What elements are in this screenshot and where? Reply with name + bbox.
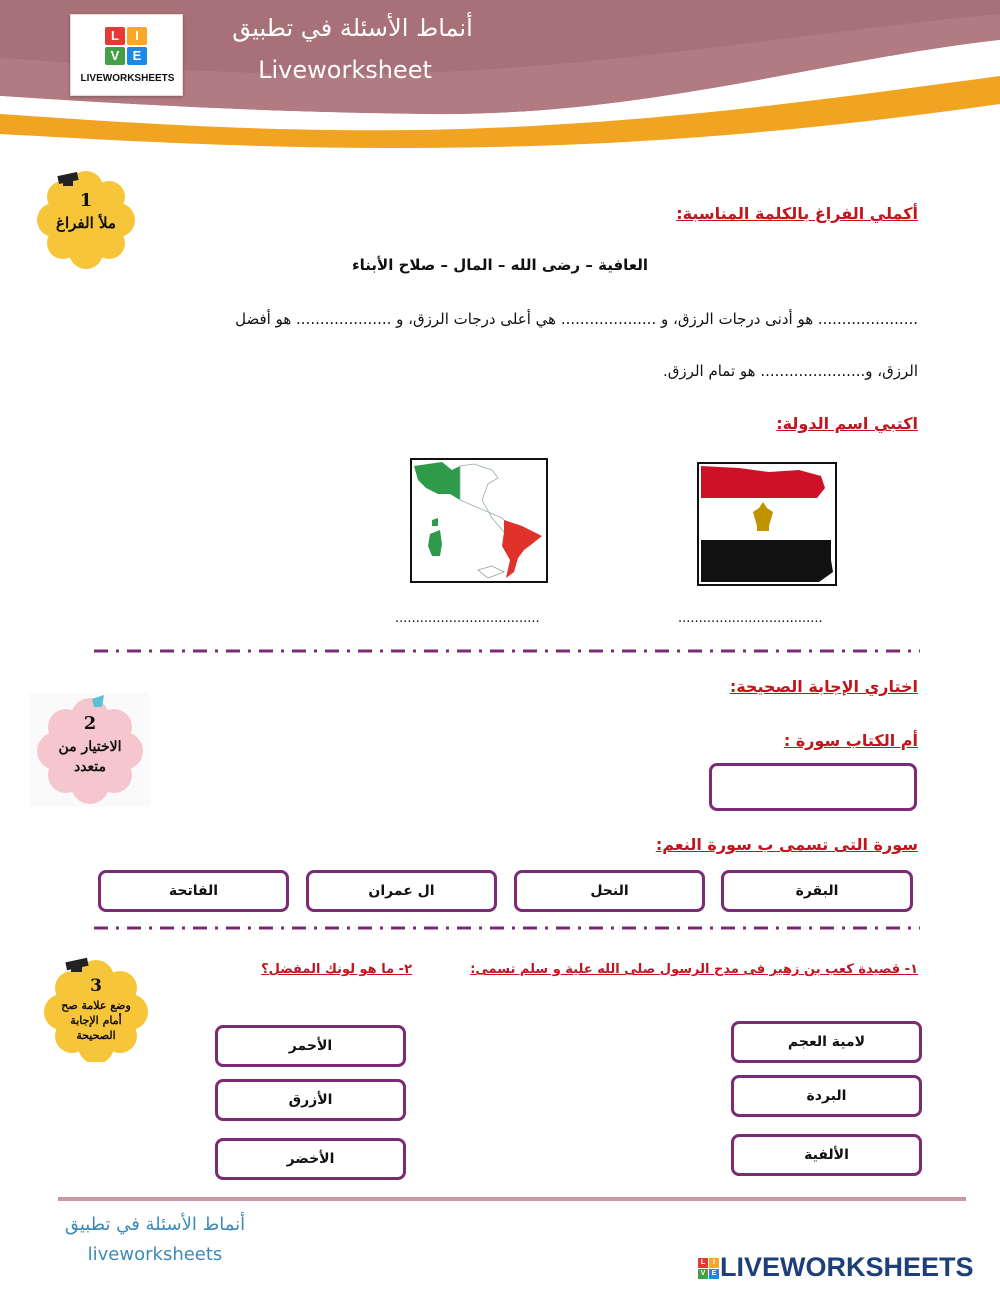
question-kaab-poem: ١- قصيدة كعب بن زهير فى مدح الرسول صلى الله علية و سلم تسمى: [470,962,918,977]
option-al-alfiyya[interactable]: الألفية [731,1134,922,1176]
section-divider [94,926,920,930]
fill-blank-line-1[interactable]: ..................... هو أدنى درجات الرزق، و .................... هي أعلى درجات الرزق، و .................... هو أفضل [235,310,918,328]
footer-logo-letter-v: V [698,1269,708,1279]
header-title: أنماط الأسئلة في تطبيق [232,14,473,42]
italy-flag-map [410,458,548,583]
question-surah-al-niam: سورة التى تسمى ب سورة النعم: [655,835,918,854]
answer-dropbox[interactable] [709,763,917,811]
fill-blank-line-2[interactable]: الرزق، و...................... هو تمام الرزق. [663,362,918,380]
badge-number: 1 [79,190,93,211]
logo-caption: LIVEWORKSHEETS [80,73,175,84]
section2-badge [30,693,150,807]
badge-label: الاختيار من متعدد [58,739,122,775]
footer-logo-letter-l: L [698,1258,708,1268]
section3-badge [42,956,150,1062]
footer-title: أنماط الأسئلة في تطبيق [64,1214,246,1235]
option-lamiyat-al-ajam[interactable]: لامية العجم [731,1021,922,1063]
egypt-flag-map [697,462,837,586]
option-al-burda[interactable]: البردة [731,1075,922,1117]
footer-subtitle: liveworksheets [87,1244,223,1265]
option-an-nahl[interactable]: النحل [514,870,705,912]
badge-label: وضع علامة صح أمام الإجابة الصحيحة [61,999,131,1042]
question-favorite-color: ٢- ما هو لونك المفضل؟ [261,962,412,977]
liveworksheets-logo [70,14,183,96]
country-answer-left[interactable]: ................................... [395,611,540,626]
word-bank: العافية – رضى الله – المال – صلاح الأبناء [351,256,649,274]
badge-number: 3 [90,976,102,996]
choose-answer-heading: اختاري الإجابة الصحيحة: [729,677,918,696]
logo-letter-e: E [127,47,147,65]
country-heading: اكتبي اسم الدولة: [776,414,918,433]
footer-brand: LIVEWORKSHEETS [720,1252,974,1282]
footer-divider [58,1197,966,1201]
footer-logo-letter-e: E [709,1269,719,1279]
fill-blank-heading: أكملي الفراغ بالكلمة المناسبة: [676,204,918,223]
egypt-map-icon [699,464,835,584]
question-umm-al-kitab: أم الكتاب سورة : [783,731,918,750]
option-blue[interactable]: الأزرق [215,1079,406,1121]
header-subtitle: Liveworksheet [258,56,432,84]
logo-letter-v: V [105,47,125,65]
badge-number: 2 [83,713,97,734]
logo-letter-l: L [105,27,125,45]
footer-logo-icon [698,1258,720,1280]
option-al-fatihah[interactable]: الفاتحة [98,870,289,912]
italy-map-icon [412,460,546,581]
section-divider [94,649,920,653]
country-answer-right[interactable]: ................................... [678,611,823,626]
option-al-imran[interactable]: ال عمران [306,870,497,912]
option-red[interactable]: الأحمر [215,1025,406,1067]
option-al-baqarah[interactable]: البقرة [721,870,913,912]
option-green[interactable]: الأخضر [215,1138,406,1180]
section1-badge [36,168,136,270]
logo-letter-i: I [127,27,147,45]
footer-logo-letter-i: I [709,1258,719,1268]
badge-label: ملأ الفراغ [56,214,116,232]
